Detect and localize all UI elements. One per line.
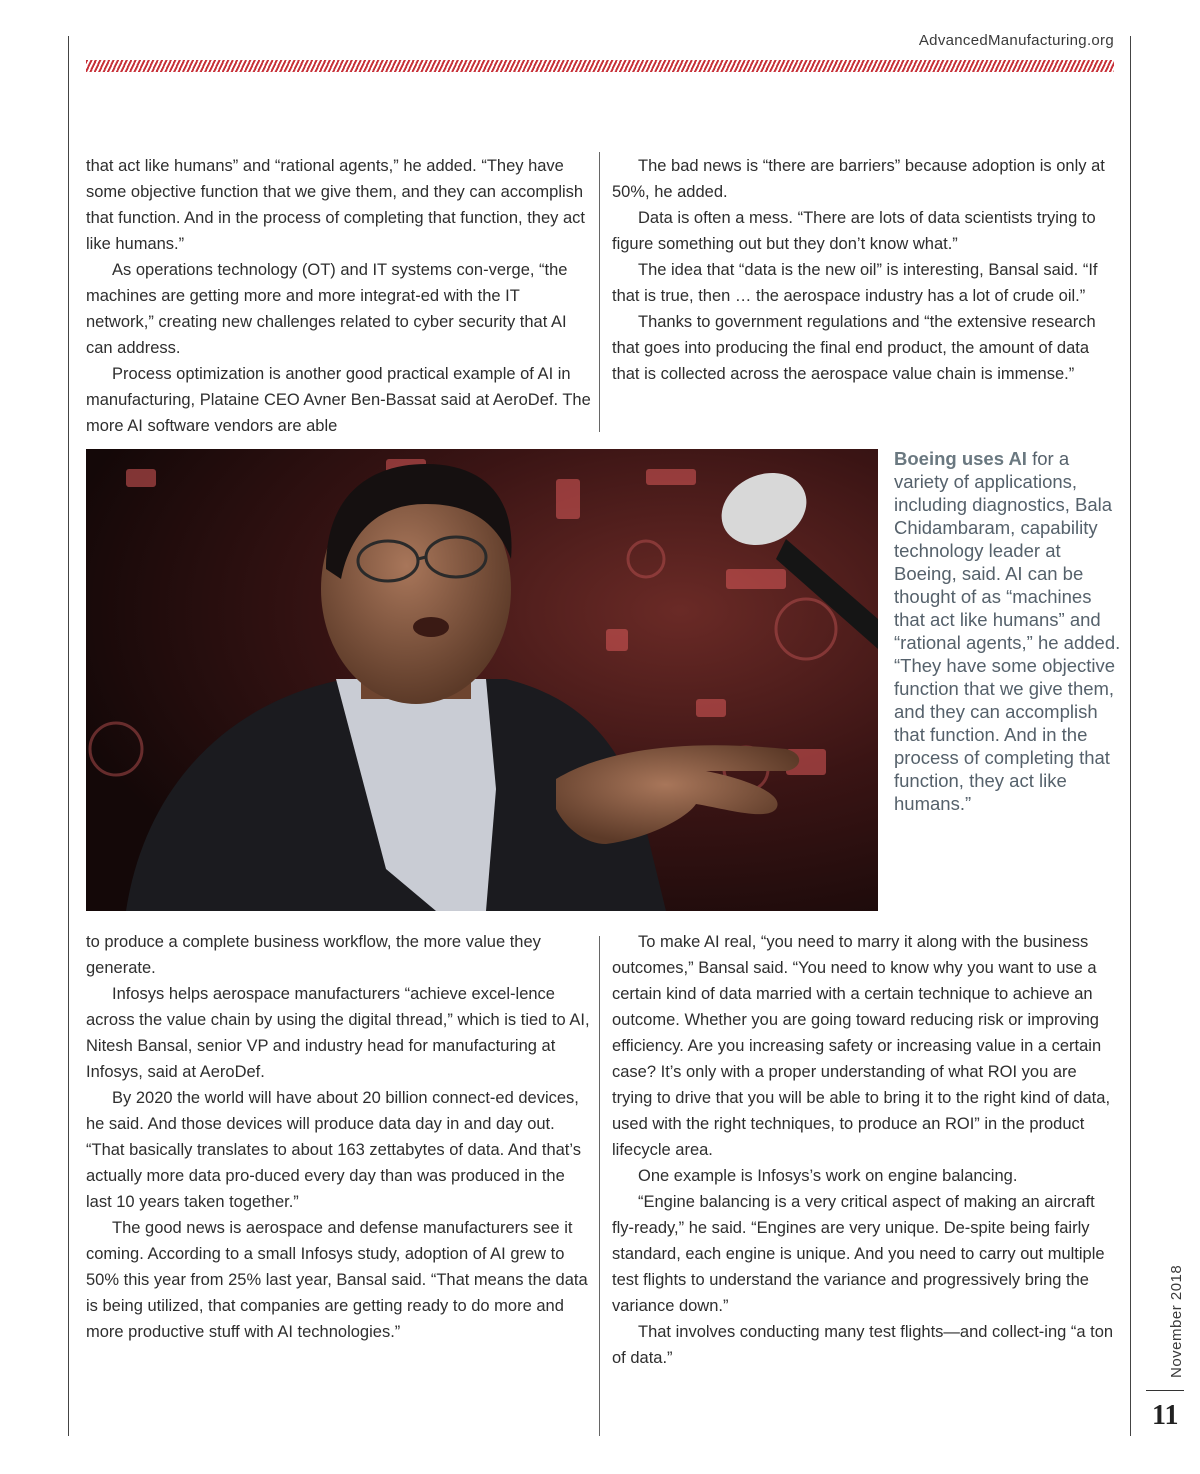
- page-number: 11: [1152, 1400, 1179, 1431]
- article-column-top-right: [612, 153, 1117, 387]
- article-paragraph: to produce a complete business workflow, the more value they generate.: [86, 933, 541, 977]
- article-column-bottom-right: [612, 929, 1117, 1371]
- article-paragraph: By 2020 the world will have about 20 billion connect-ed devices, he said. And those devices will produce data day in and day out. “That basically translates to about 163 zettabytes of data. And that’s actually more data pro-duced every day than was produced in the last 10 years taken together.”: [86, 1089, 581, 1211]
- article-paragraph: To make AI real, “you need to marry it along with the business outcomes,” Bansal said. “You need to know why you want to use a certain kind of data married with a certain technique to achieve an outcome. Whether you are going toward reducing risk or improving efficiency. Are you increasing safety or increasing value in a certain case? It’s only with a proper understanding of what ROI you are trying to drive that you will be able to bring it to the right kind of data, used with the right techniques, to produce an ROI” in the product lifecycle area.: [612, 933, 1111, 1159]
- column-divider-bottom: [599, 936, 600, 1436]
- right-margin-rule: [1130, 36, 1131, 1436]
- article-paragraph: That involves conducting many test flights—and collect-ing “a ton of data.”: [612, 1323, 1114, 1367]
- article-paragraph: One example is Infosys’s work on engine balancing.: [638, 1167, 1018, 1185]
- article-paragraph: that act like humans” and “rational agents,” he added. “They have some objective function that we give them, and they can accomplish that function. And in the process of completing that function, they act like humans.”: [86, 157, 585, 253]
- column-divider-top: [599, 152, 600, 432]
- article-paragraph: The good news is aerospace and defense manufacturers see it coming. According to a small Infosys study, adoption of AI grew to 50% this year from 25% last year, Bansal said. “That means the data is being utilized, that companies are getting ready to do more and more productive stuff with AI technologies.”: [86, 1219, 588, 1341]
- issue-date: November 2018: [1168, 1264, 1185, 1378]
- article-paragraph: Infosys helps aerospace manufacturers “achieve excel-lence across the value chain by using the digital thread,” which is tied to AI, Nitesh Bansal, senior VP and industry head for manufacturing at Infosys, said at AeroDef.: [86, 985, 590, 1081]
- site-url: AdvancedManufacturing.org: [918, 32, 1114, 49]
- article-paragraph: As operations technology (OT) and IT systems con-verge, “the machines are getting more and more integrat-ed with the IT network,” creating new challenges related to cyber security that AI can address.: [86, 261, 568, 357]
- article-column-top-left: [86, 153, 591, 439]
- article-paragraph: The idea that “data is the new oil” is interesting, Bansal said. “If that is true, then … the aerospace industry has a lot of crude oil.”: [612, 261, 1098, 305]
- article-paragraph: Process optimization is another good practical example of AI in manufacturing, Plataine CEO Avner Ben-Bassat said at AeroDef. The more AI software vendors are able: [86, 365, 591, 435]
- article-column-bottom-left: [86, 929, 591, 1345]
- header-hatch-rule: [86, 60, 1114, 72]
- article-paragraph: Data is often a mess. “There are lots of data scientists trying to figure something out but they don’t know what.”: [612, 209, 1096, 253]
- sidebar-quote-lead: Boeing uses AI: [894, 448, 1027, 469]
- article-paragraph: “Engine balancing is a very critical aspect of making an aircraft fly-ready,” he said. “Engines are very unique. De-spite being fairly standard, each engine is unique. And you need to carry out multiple test flights to understand the variance and progressively bring the variance down.”: [612, 1193, 1105, 1315]
- footer-rule: [1146, 1390, 1184, 1391]
- sidebar-quote-body: for a variety of applications, including diagnostics, Bala Chidambaram, capability technology leader at Boeing, said. AI can be thought of as “machines that act like humans” and “rational agents,” he added. “They have some objective function that we give them, and they can accomplish that function. And in the process of completing that function, they act like humans.”: [894, 448, 1121, 814]
- speaker-photo-illustration: [86, 449, 878, 911]
- article-paragraph: The bad news is “there are barriers” because adoption is only at 50%, he added.: [612, 157, 1105, 201]
- left-margin-rule: [68, 36, 69, 1436]
- speaker-photo: [86, 449, 878, 911]
- sidebar-pull-quote: [894, 447, 1122, 815]
- article-paragraph: Thanks to government regulations and “the extensive research that goes into producing the final end product, the amount of data that is collected across the aerospace value chain is immense.”: [612, 313, 1096, 383]
